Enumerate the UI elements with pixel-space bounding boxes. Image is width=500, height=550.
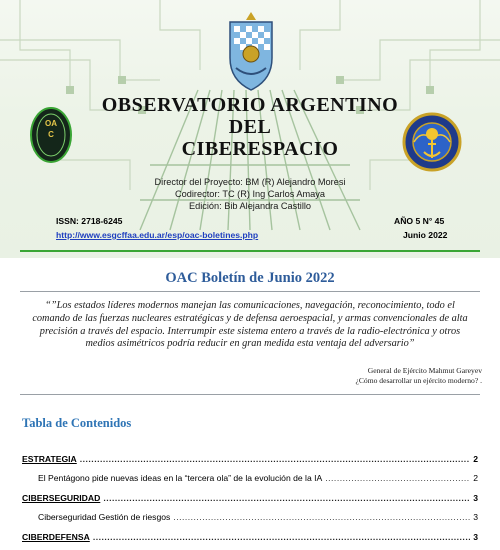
toc-entry-page: 3 — [473, 493, 478, 503]
toc-entry-label: CIBERSEGURIDAD — [22, 493, 101, 503]
toc-leader-dots — [80, 454, 470, 464]
toc-leader-dots — [103, 493, 470, 503]
navy-seal-right — [402, 112, 462, 172]
title-divider — [20, 291, 480, 292]
codirector-line: Codirector: TC (R) Ing Carlos Amaya — [175, 189, 325, 199]
toc-entry-page: 3 — [473, 532, 478, 542]
toc-entry-pentagono[interactable] — [38, 473, 478, 485]
bulletin-title: OAC Boletín de Junio 2022 — [165, 270, 335, 286]
director-line: Director del Proyecto: BM (R) Alejandro Moresi — [154, 177, 346, 187]
toc-entry-label: ESTRATEGIA — [22, 454, 77, 464]
quote-author: General de Ejército Mahmut Gareyev — [367, 366, 482, 375]
toc-entry-page: 2 — [473, 454, 478, 464]
year-number-label: AÑO 5 N° 45 — [394, 216, 445, 226]
header-banner — [0, 0, 500, 258]
title-line-2: DEL — [228, 116, 272, 138]
quote-divider — [20, 394, 480, 395]
toc-entry-label: CIBERDEFENSA — [22, 532, 90, 542]
quote-source: ¿Cómo desarrollar un ejército moderno? . — [355, 376, 482, 385]
bulletins-url-link[interactable]: http://www.esgcffaa.edu.ar/esp/oac-boletines.php — [56, 230, 259, 240]
toc-entry-page: 3 — [473, 512, 478, 522]
title-line-1: OBSERVATORIO ARGENTINO — [101, 94, 399, 116]
coat-of-arms-emblem — [226, 10, 276, 92]
header-bottom-rule — [20, 250, 480, 252]
oac-seal-text: OAC — [45, 119, 57, 139]
toc-entry-ciberseguridad[interactable] — [22, 493, 478, 505]
issn-label: ISSN: 2718-6245 — [56, 216, 123, 226]
toc-entry-label: Ciberseguridad Gestión de riesgos — [38, 512, 171, 522]
toc-leader-dots — [173, 512, 470, 522]
edition-line: Edición: Bib Alejandra Castillo — [188, 201, 312, 211]
toc-heading: Tabla de Contenidos — [22, 416, 132, 430]
toc-entry-page: 2 — [473, 473, 478, 483]
toc-entry-gestion-riesgos[interactable] — [38, 512, 478, 524]
epigraph-quote: “”Los estados líderes modernos manejan las comunicaciones, navegación, reconocimiento, todo el comando de las fuerzas nucleares estratégicas y de defensa aeroespacial, y armas convencionales de alta precisión a través del espacio. Interrumpir este sistema entero a través de la radio-electrónica y otros medios asimétricos podría reducir en gran medida esta ventaja del adversario” — [32, 300, 468, 350]
issue-date-label: Junio 2022 — [403, 230, 448, 240]
toc-entry-ciberdefensa[interactable] — [22, 532, 478, 544]
toc-leader-dots — [93, 532, 470, 542]
toc-entry-label: El Pentágono pide nuevas ideas en la “tercera ola” de la evolución de la IA — [38, 473, 323, 483]
toc-leader-dots — [325, 473, 470, 483]
title-line-3: CIBERESPACIO — [181, 138, 339, 160]
toc-entry-estrategia[interactable] — [22, 454, 478, 466]
